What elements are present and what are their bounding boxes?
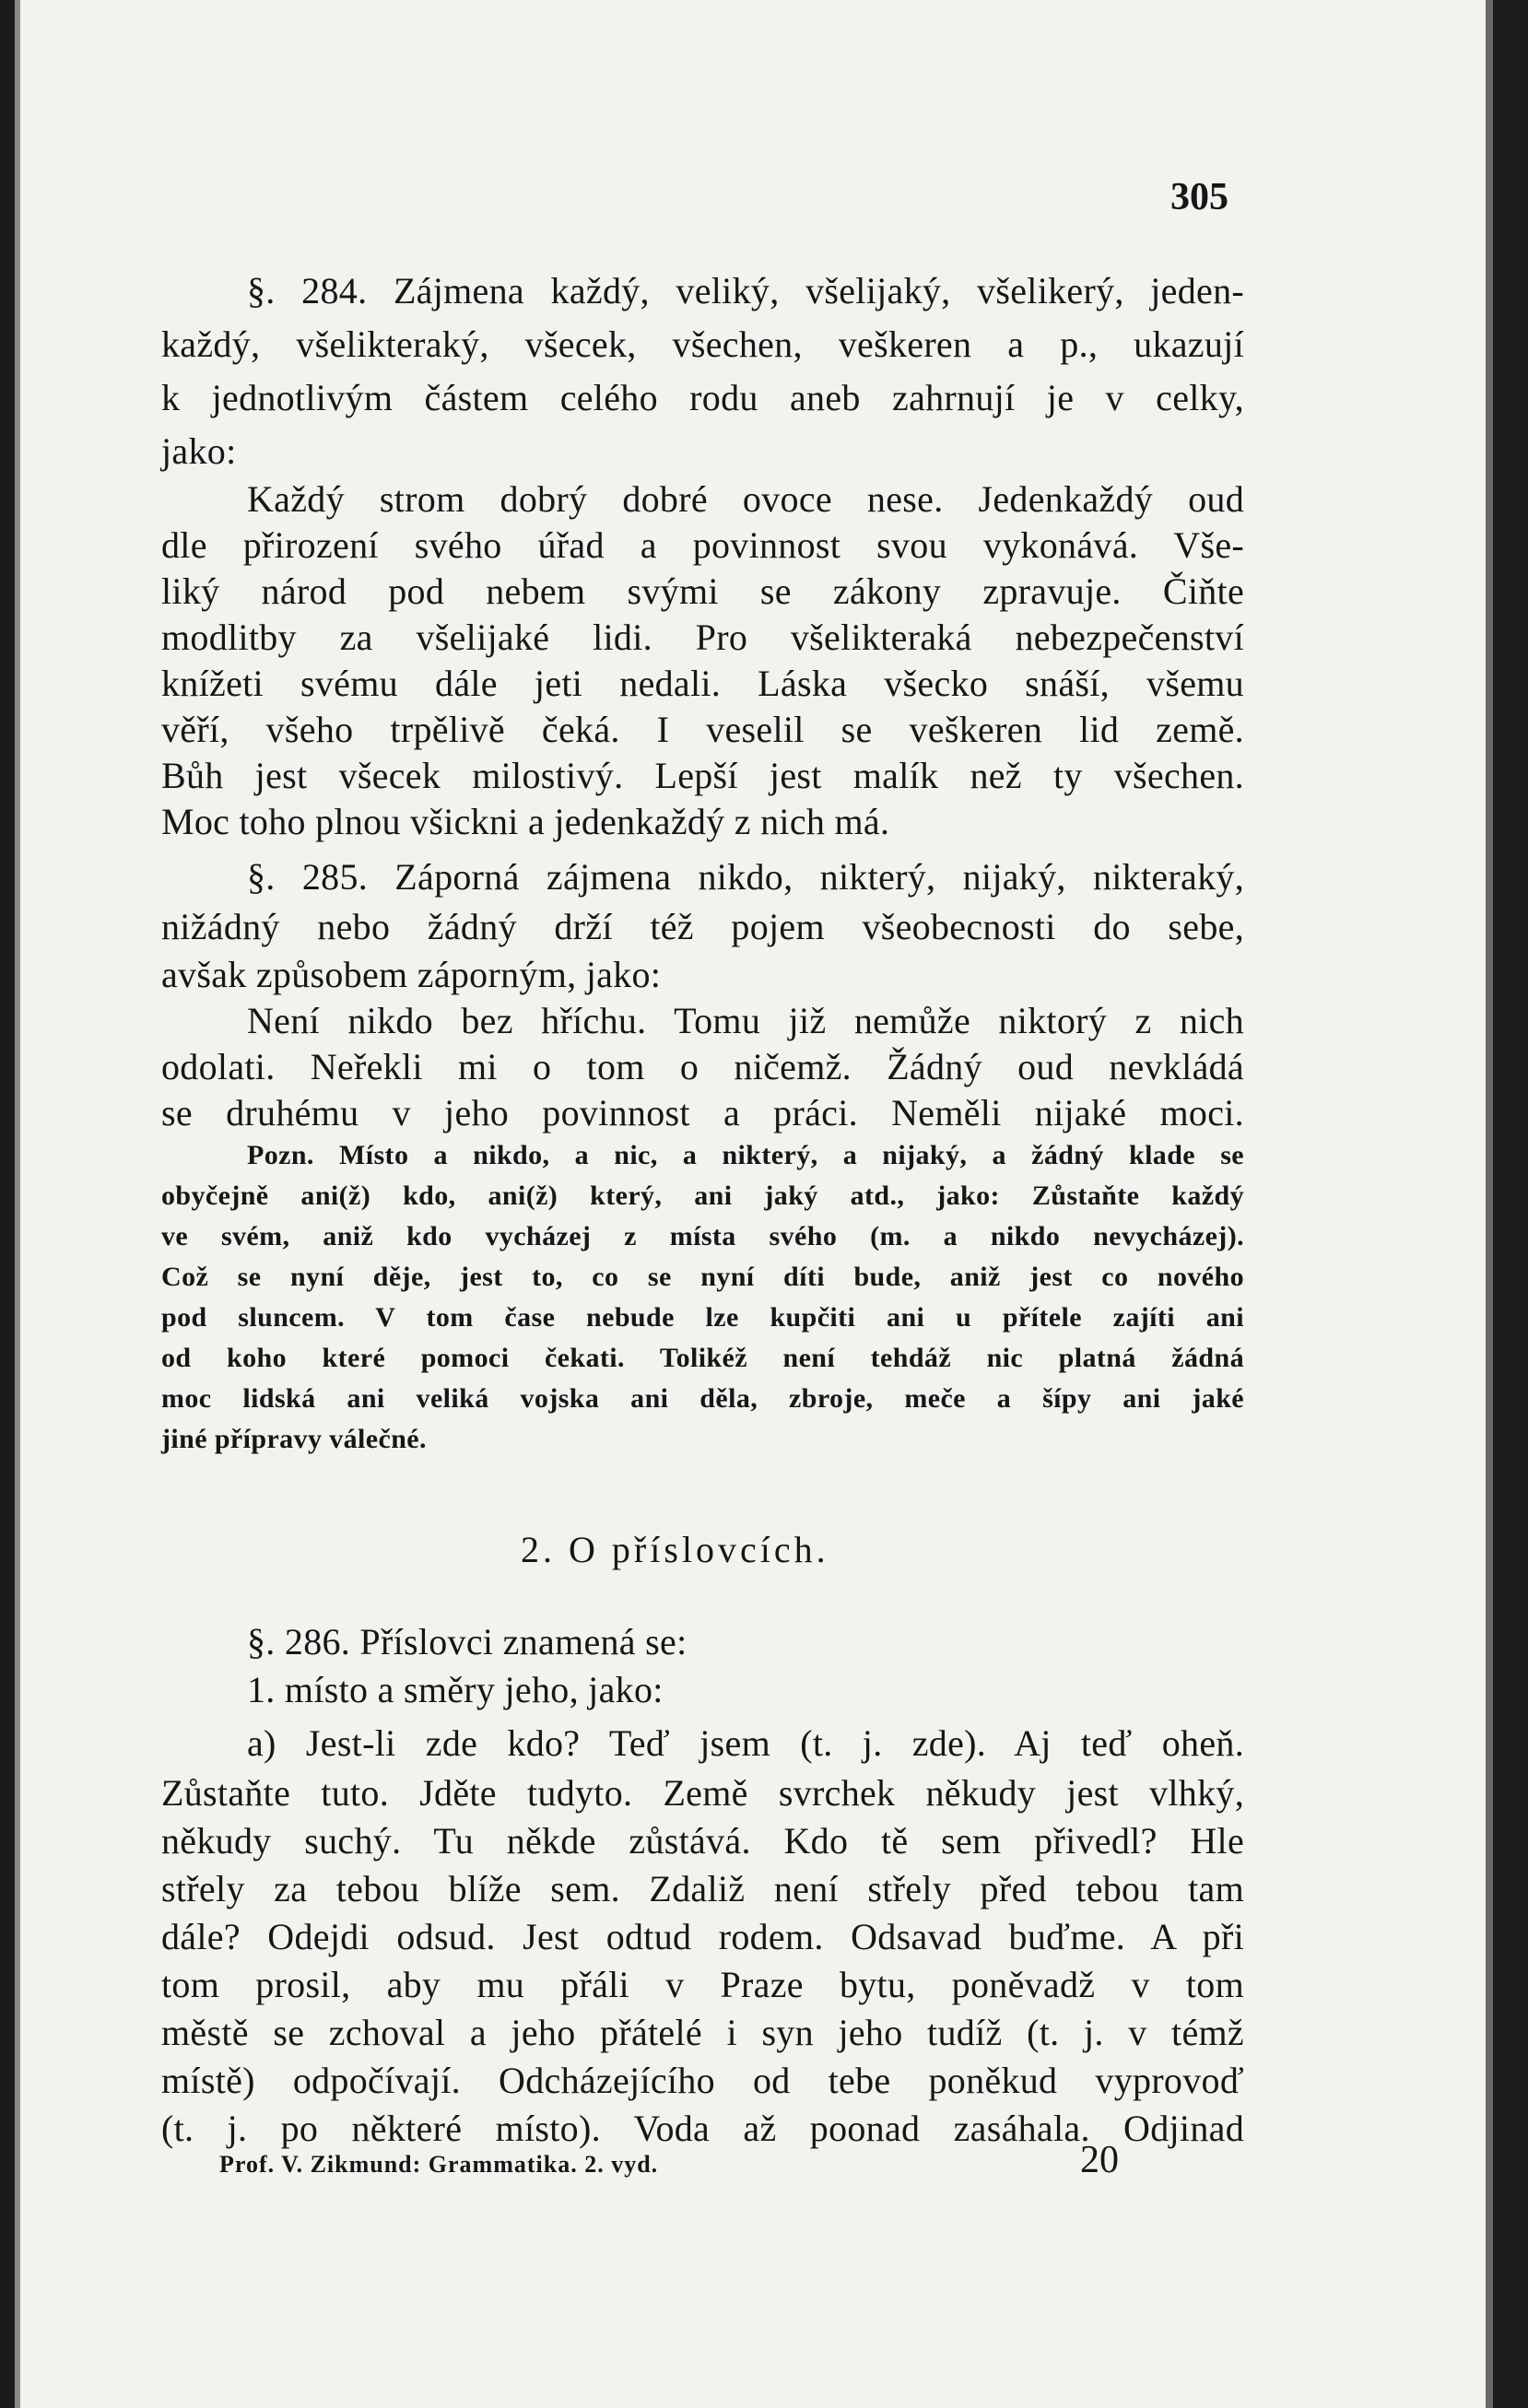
text-line: věří, všeho trpělivě čeká. I veselil se veškeren lid země. (161, 709, 1244, 750)
text-line: §. 285. Záporná zájmena nikdo, nikterý, nijaký, nikteraký, (247, 856, 1244, 898)
text-line: (t. j. po některé místo). Voda až poonad zasáhala. Odjinad (161, 2108, 1244, 2149)
text-line: tom prosil, aby mu přáli v Praze bytu, poněvadž v tom (161, 1964, 1244, 2005)
text-line: §. 286. Příslovci znamená se: (247, 1621, 688, 1662)
text-line: Každý strom dobrý dobré ovoce nese. Jedenkaždý oud (247, 478, 1244, 520)
text-line: dle přirození svého úřad a povinnost svou vykonává. Vše- (161, 524, 1244, 566)
text-line: k jednotlivým částem celého rodu aneb zahrnují je v celky, (161, 377, 1244, 418)
note-line: moc lidská ani veliká vojska ani děla, zbroje, meče a šípy ani jaké (161, 1383, 1244, 1414)
text-line: liký národ pod nebem svými se zákony zpravuje. Čiňte (161, 570, 1244, 612)
footer-sheet-number: 20 (1080, 2139, 1119, 2181)
text-line: jako: (161, 430, 237, 472)
section-heading: 2. O příslovcích. (521, 1529, 829, 1570)
text-line: Zůstaňte tuto. Jděte tudyto. Země svrchek někudy jest vlhký, (161, 1772, 1244, 1814)
text-line: Moc toho plnou všickni a jedenkaždý z nich má. (161, 801, 890, 842)
text-line: modlitby za všelijaké lidi. Pro všelikteraká nebezpečenství (161, 617, 1244, 658)
footer-signature: Prof. V. Zikmund: Grammatika. 2. vyd. (219, 2151, 659, 2178)
text-line: někudy suchý. Tu někde zůstává. Kdo tě sem přivedl? Hle (161, 1820, 1244, 1862)
note-line: ve svém, aniž kdo vycházej z místa svého (m. a nikdo nevycházej). (161, 1221, 1244, 1251)
page-edge-right-shadow (1486, 0, 1493, 2408)
text-line: střely za tebou blíže sem. Zdaliž není střely před tebou tam (161, 1868, 1244, 1909)
text-line: 1. místo a směry jeho, jako: (247, 1669, 664, 1710)
text-line: městě se zchoval a jeho přátelé i syn jeho tudíž (t. j. v témž (161, 2012, 1244, 2053)
text-line: dále? Odejdi odsud. Jest odtud rodem. Odsavad buďme. A při (161, 1916, 1244, 1957)
note-line: jiné přípravy válečné. (161, 1424, 427, 1454)
note-line: Což se nyní děje, jest to, co se nyní díti bude, aniž jest co nového (161, 1262, 1244, 1292)
text-line: nižádný nebo žádný drží též pojem všeobecnosti do sebe, (161, 906, 1244, 947)
note-line: pod sluncem. V tom čase nebude lze kupčiti ani u přítele zajíti ani (161, 1302, 1244, 1333)
page-number: 305 (1170, 176, 1228, 218)
text-line: se druhému v jeho povinnost a práci. Neměli nijaké moci. (161, 1092, 1244, 1134)
text-line: §. 284. Zájmena každý, veliký, všelijaký, všelikerý, jeden- (247, 270, 1244, 311)
note-line: obyčejně ani(ž) kdo, ani(ž) který, ani jaký atd., jako: Zůstaňte každý (161, 1181, 1244, 1211)
text-line: avšak způsobem záporným, jako: (161, 954, 662, 995)
note-line: Pozn. Místo a nikdo, a nic, a nikterý, a nijaký, a žádný klade se (247, 1140, 1244, 1170)
note-line: od koho které pomoci čekati. Tolikéž není tehdáž nic platná žádná (161, 1343, 1244, 1373)
text-line: místě) odpočívají. Odcházejícího od tebe poněkud vyprovoď (161, 2060, 1244, 2101)
text-line: každý, všelikteraký, všecek, všechen, veškeren a p., ukazují (161, 323, 1244, 365)
text-line: odolati. Neřekli mi o tom o ničemž. Žádný oud nevkládá (161, 1046, 1244, 1087)
page-edge-right (1493, 0, 1528, 2408)
page-edge-left (0, 0, 15, 2408)
text-line: a) Jest-li zde kdo? Teď jsem (t. j. zde). Aj teď oheň. (247, 1722, 1244, 1764)
page-edge-left-shadow (15, 0, 20, 2408)
text-line: Není nikdo bez hříchu. Tomu již nemůže niktorý z nich (247, 1000, 1244, 1041)
text-line: knížeti svému dále jeti nedali. Láska všecko snáší, všemu (161, 663, 1244, 704)
text-line: Bůh jest všecek milostivý. Lepší jest malík než ty všechen. (161, 755, 1244, 796)
